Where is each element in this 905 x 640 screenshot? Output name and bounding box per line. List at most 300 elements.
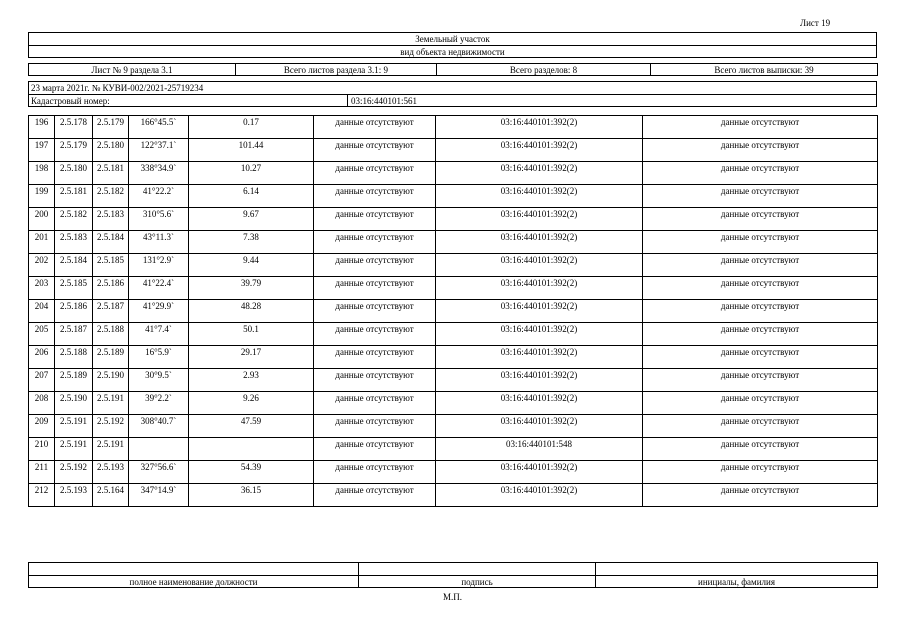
point-to: 2.5.179 [97, 117, 124, 127]
point-from-cell [55, 300, 93, 323]
owner-cell-cell [643, 461, 878, 484]
total-section-sheets: Всего листов раздела 3.1: 9 [236, 64, 437, 76]
cadastral-cell-cell [436, 369, 643, 392]
point-to: 2.5.185 [97, 255, 124, 265]
owner-cell: данные отсутствуют [720, 370, 800, 380]
direction-angle [129, 438, 188, 440]
owner-cell-cell [643, 208, 878, 231]
info-cell: данные отсутствуют [335, 301, 414, 311]
signature-block [28, 562, 878, 588]
owner-cell: данные отсутствуют [720, 232, 800, 242]
info-cell-cell [314, 323, 436, 346]
doc-ref: 23 марта 2021г. № КУВИ-002/2021-25719234 [29, 82, 876, 95]
owner-cell-cell [643, 139, 878, 162]
distance: 54.39 [240, 462, 262, 472]
cadastral-cell-cell [436, 116, 643, 139]
info-cell-cell [314, 254, 436, 277]
info-cell-cell [314, 231, 436, 254]
info-cell-cell [314, 208, 436, 231]
point-to-cell [93, 254, 129, 277]
owner-cell: данные отсутствуют [720, 485, 800, 495]
position-label: полное наименование должности [29, 576, 359, 588]
signature-field [359, 563, 596, 576]
info-cell: данные отсутствуют [335, 140, 414, 150]
point-to-cell [93, 116, 129, 139]
distance: 47.59 [240, 416, 262, 426]
direction-angle: 41°7.4` [145, 324, 172, 334]
table-row [29, 231, 878, 254]
direction-angle-cell [129, 139, 189, 162]
owner-cell-cell [643, 438, 878, 461]
point-from: 2.5.178 [60, 117, 87, 127]
point-to-cell [93, 162, 129, 185]
point-from: 2.5.179 [60, 140, 87, 150]
row-number-cell [29, 139, 55, 162]
point-from: 2.5.193 [60, 485, 87, 495]
table-row [29, 369, 878, 392]
point-to: 2.5.188 [97, 324, 124, 334]
object-title: Земельный участок [29, 33, 876, 46]
info-cell: данные отсутствуют [335, 393, 414, 403]
info-cell: данные отсутствуют [335, 209, 414, 219]
distance-cell [189, 300, 314, 323]
table-row [29, 438, 878, 461]
point-from: 2.5.189 [60, 370, 87, 380]
row-number: 199 [34, 186, 49, 196]
point-to: 2.5.193 [97, 462, 124, 472]
owner-cell: данные отсутствуют [720, 163, 800, 173]
info-cell-cell [314, 300, 436, 323]
cadastral-cell-cell [436, 346, 643, 369]
owner-cell: данные отсутствуют [720, 186, 800, 196]
owner-cell: данные отсутствуют [720, 393, 800, 403]
direction-angle-cell [129, 369, 189, 392]
table-row [29, 254, 878, 277]
direction-angle: 338°34.9` [140, 163, 177, 173]
total-sections: Всего разделов: 8 [437, 64, 651, 76]
row-number-cell [29, 438, 55, 461]
point-to-cell [93, 415, 129, 438]
info-cell-cell [314, 461, 436, 484]
owner-cell-cell [643, 369, 878, 392]
owner-cell: данные отсутствуют [720, 324, 800, 334]
point-to: 2.5.191 [97, 439, 124, 449]
distance-cell [189, 208, 314, 231]
direction-angle-cell [129, 162, 189, 185]
point-to-cell [93, 277, 129, 300]
point-to: 2.5.192 [97, 416, 124, 426]
info-cell: данные отсутствуют [335, 186, 414, 196]
distance: 10.27 [240, 163, 262, 173]
table-row [29, 323, 878, 346]
cadastral-cell-cell [436, 392, 643, 415]
cadastral-cell: 03:16:440101:548 [505, 439, 572, 449]
stamp-label: М.П. [442, 592, 462, 602]
name-label: инициалы, фамилия [596, 576, 878, 588]
direction-angle-cell [129, 185, 189, 208]
row-number-cell [29, 346, 55, 369]
point-from: 2.5.181 [60, 186, 87, 196]
point-to: 2.5.164 [97, 485, 124, 495]
table-row [29, 208, 878, 231]
row-number-cell [29, 392, 55, 415]
cadastral-cell-cell [436, 484, 643, 507]
point-from-cell [55, 162, 93, 185]
info-cell: данные отсутствуют [335, 416, 414, 426]
cadastral-cell: 03:16:440101:392(2) [500, 416, 578, 426]
direction-angle: 308°40.7` [140, 416, 177, 426]
direction-angle: 327°56.6` [140, 462, 177, 472]
direction-angle: 166°45.5` [140, 117, 177, 127]
cadastral-cell-cell [436, 461, 643, 484]
table-row [29, 484, 878, 507]
table-row [29, 139, 878, 162]
point-from-cell [55, 208, 93, 231]
point-from-cell [55, 461, 93, 484]
distance: 29.17 [240, 347, 262, 357]
direction-angle: 43°11.3` [142, 232, 174, 242]
direction-angle: 41°29.9` [142, 301, 175, 311]
point-from: 2.5.184 [60, 255, 87, 265]
point-to-cell [93, 139, 129, 162]
row-number: 205 [34, 324, 49, 334]
cadastral-cell-cell [436, 415, 643, 438]
row-number: 210 [34, 439, 49, 449]
info-cell-cell [314, 277, 436, 300]
distance-cell [189, 484, 314, 507]
distance: 6.14 [243, 186, 259, 196]
cadastral-cell-cell [436, 323, 643, 346]
point-to: 2.5.187 [97, 301, 124, 311]
point-from-cell [55, 323, 93, 346]
point-from: 2.5.191 [60, 416, 87, 426]
point-from-cell [55, 277, 93, 300]
cadastral-cell-cell [436, 139, 643, 162]
owner-cell: данные отсутствуют [720, 439, 800, 449]
cadastral-cell: 03:16:440101:392(2) [500, 462, 578, 472]
cadastral-cell: 03:16:440101:392(2) [500, 186, 578, 196]
cadastral-label: Кадастровый номер: [31, 96, 110, 106]
info-cell-cell [314, 392, 436, 415]
cadastral-number: 03:16:440101:561 [347, 95, 417, 107]
info-bar [28, 63, 878, 76]
point-from-cell [55, 116, 93, 139]
table-row [29, 277, 878, 300]
owner-cell: данные отсутствуют [720, 209, 800, 219]
info-cell: данные отсутствуют [335, 485, 414, 495]
distance-cell [189, 415, 314, 438]
direction-angle-cell [129, 461, 189, 484]
info-cell: данные отсутствуют [335, 117, 414, 127]
cadastral-cell: 03:16:440101:392(2) [500, 324, 578, 334]
owner-cell-cell [643, 231, 878, 254]
table-row [29, 300, 878, 323]
cadastral-cell-cell [436, 300, 643, 323]
point-from-cell [55, 369, 93, 392]
direction-angle-cell [129, 116, 189, 139]
owner-cell: данные отсутствуют [720, 416, 800, 426]
distance-cell [189, 185, 314, 208]
point-to-cell [93, 461, 129, 484]
distance: 2.93 [243, 370, 259, 380]
point-to-cell [93, 369, 129, 392]
cadastral-cell-cell [436, 277, 643, 300]
table-row [29, 392, 878, 415]
cadastral-cell-cell [436, 208, 643, 231]
point-from: 2.5.191 [60, 439, 87, 449]
direction-angle-cell [129, 277, 189, 300]
point-from: 2.5.192 [60, 462, 87, 472]
owner-cell-cell [643, 162, 878, 185]
point-to-cell [93, 346, 129, 369]
row-number-cell [29, 323, 55, 346]
direction-angle: 131°2.9` [142, 255, 175, 265]
info-cell-cell [314, 415, 436, 438]
point-from: 2.5.183 [60, 232, 87, 242]
point-to-cell [93, 185, 129, 208]
row-number: 207 [34, 370, 49, 380]
point-from-cell [55, 346, 93, 369]
distance: 7.38 [243, 232, 259, 242]
table-row [29, 162, 878, 185]
distance-cell [189, 231, 314, 254]
point-to: 2.5.182 [97, 186, 124, 196]
table-row [29, 116, 878, 139]
owner-cell: данные отсутствуют [720, 255, 800, 265]
point-from: 2.5.180 [60, 163, 87, 173]
table-row [29, 346, 878, 369]
point-from: 2.5.186 [60, 301, 87, 311]
direction-angle-cell [129, 484, 189, 507]
row-number: 212 [34, 485, 49, 495]
direction-angle: 41°22.2` [142, 186, 175, 196]
distance-cell [189, 254, 314, 277]
row-number-cell [29, 231, 55, 254]
distance: 48.28 [240, 301, 262, 311]
point-from: 2.5.190 [60, 393, 87, 403]
info-cell: данные отсутствуют [335, 462, 414, 472]
info-cell-cell [314, 438, 436, 461]
owner-cell-cell [643, 277, 878, 300]
row-number-cell [29, 415, 55, 438]
row-number: 200 [34, 209, 49, 219]
info-cell-cell [314, 185, 436, 208]
row-number-cell [29, 185, 55, 208]
row-number: 209 [34, 416, 49, 426]
distance-cell [189, 162, 314, 185]
cadastral-cell-cell [436, 438, 643, 461]
distance-cell [189, 392, 314, 415]
point-to: 2.5.186 [97, 278, 124, 288]
object-subtitle: вид объекта недвижимости [400, 47, 505, 57]
direction-angle-cell [129, 231, 189, 254]
distance: 101.44 [238, 140, 264, 150]
direction-angle-cell [129, 300, 189, 323]
row-number: 208 [34, 393, 49, 403]
point-from: 2.5.187 [60, 324, 87, 334]
cadastral-cell: 03:16:440101:392(2) [500, 209, 578, 219]
cadastral-cell: 03:16:440101:392(2) [500, 117, 578, 127]
boundary-table [28, 115, 878, 507]
row-number-cell [29, 461, 55, 484]
point-from-cell [55, 392, 93, 415]
cadastral-cell-cell [436, 185, 643, 208]
point-to-cell [93, 392, 129, 415]
point-from: 2.5.185 [60, 278, 87, 288]
distance: 39.79 [240, 278, 262, 288]
point-to-cell [93, 484, 129, 507]
direction-angle-cell [129, 346, 189, 369]
row-number: 201 [34, 232, 49, 242]
table-row [29, 461, 878, 484]
direction-angle-cell [129, 323, 189, 346]
title-block [28, 32, 877, 58]
cadastral-cell: 03:16:440101:392(2) [500, 163, 578, 173]
row-number-cell [29, 254, 55, 277]
owner-cell-cell [643, 392, 878, 415]
owner-cell-cell [643, 323, 878, 346]
point-to-cell [93, 231, 129, 254]
point-from: 2.5.182 [60, 209, 87, 219]
owner-cell: данные отсутствуют [720, 462, 800, 472]
info-cell-cell [314, 346, 436, 369]
info-cell-cell [314, 116, 436, 139]
info-cell-cell [314, 369, 436, 392]
row-number: 206 [34, 347, 49, 357]
info-cell: данные отсутствуют [335, 347, 414, 357]
direction-angle-cell [129, 254, 189, 277]
owner-cell-cell [643, 254, 878, 277]
distance-cell [189, 461, 314, 484]
row-number: 198 [34, 163, 49, 173]
row-number: 203 [34, 278, 49, 288]
cadastral-cell: 03:16:440101:392(2) [500, 370, 578, 380]
owner-cell-cell [643, 484, 878, 507]
distance-cell [189, 323, 314, 346]
info-cell-cell [314, 139, 436, 162]
info-cell: данные отсутствуют [335, 324, 414, 334]
signature-label: подпись [359, 576, 596, 588]
point-to-cell [93, 323, 129, 346]
distance-cell [189, 139, 314, 162]
row-number-cell [29, 484, 55, 507]
point-from-cell [55, 484, 93, 507]
distance: 36.15 [240, 485, 262, 495]
total-extract-sheets: Всего листов выписки: 39 [651, 64, 878, 76]
info-cell: данные отсутствуют [335, 370, 414, 380]
cadastral-cell: 03:16:440101:392(2) [500, 485, 578, 495]
row-number-cell [29, 369, 55, 392]
direction-angle-cell [129, 415, 189, 438]
row-number-cell [29, 277, 55, 300]
cadastral-cell-cell [436, 254, 643, 277]
direction-angle: 347°14.9` [140, 485, 177, 495]
point-from-cell [55, 185, 93, 208]
distance-cell [189, 116, 314, 139]
doc-ref-block [28, 81, 877, 107]
cadastral-cell: 03:16:440101:392(2) [500, 301, 578, 311]
row-number: 202 [34, 255, 49, 265]
owner-cell-cell [643, 300, 878, 323]
row-number-cell [29, 208, 55, 231]
direction-angle-cell [129, 208, 189, 231]
point-from: 2.5.188 [60, 347, 87, 357]
info-cell: данные отсутствуют [335, 439, 414, 449]
point-to-cell [93, 208, 129, 231]
cadastral-cell: 03:16:440101:392(2) [500, 140, 578, 150]
row-number-cell [29, 300, 55, 323]
owner-cell-cell [643, 415, 878, 438]
row-number: 197 [34, 140, 49, 150]
info-cell: данные отсутствуют [335, 163, 414, 173]
cadastral-cell: 03:16:440101:392(2) [500, 255, 578, 265]
distance: 9.67 [243, 209, 259, 219]
sheet-section: Лист № 9 раздела 3.1 [29, 64, 236, 76]
point-to: 2.5.180 [97, 140, 124, 150]
distance: 9.26 [243, 393, 259, 403]
point-to: 2.5.181 [97, 163, 124, 173]
distance-cell [189, 438, 314, 461]
direction-angle: 39°2.2` [145, 393, 172, 403]
owner-cell: данные отсутствуют [720, 140, 800, 150]
direction-angle: 30°9.5` [145, 370, 172, 380]
distance-cell [189, 346, 314, 369]
point-to-cell [93, 438, 129, 461]
distance-cell [189, 277, 314, 300]
direction-angle: 310°5.6` [142, 209, 175, 219]
owner-cell: данные отсутствуют [720, 278, 800, 288]
owner-cell-cell [643, 346, 878, 369]
direction-angle-cell [129, 392, 189, 415]
name-field [596, 563, 878, 576]
cadastral-cell-cell [436, 162, 643, 185]
direction-angle: 122°37.1` [140, 140, 177, 150]
owner-cell: данные отсутствуют [720, 301, 800, 311]
cadastral-cell: 03:16:440101:392(2) [500, 347, 578, 357]
cadastral-cell-cell [436, 231, 643, 254]
position-field [29, 563, 359, 576]
owner-cell: данные отсутствуют [720, 347, 800, 357]
point-from-cell [55, 415, 93, 438]
info-cell-cell [314, 484, 436, 507]
distance: 9.44 [243, 255, 259, 265]
distance: 0.17 [243, 117, 259, 127]
point-to: 2.5.190 [97, 370, 124, 380]
row-number: 196 [34, 117, 49, 127]
point-to-cell [93, 300, 129, 323]
distance: 50.1 [243, 324, 259, 334]
point-to: 2.5.189 [97, 347, 124, 357]
owner-cell-cell [643, 116, 878, 139]
row-number: 211 [34, 462, 49, 472]
distance [189, 438, 313, 440]
row-number-cell [29, 116, 55, 139]
point-to: 2.5.191 [97, 393, 124, 403]
point-from-cell [55, 231, 93, 254]
direction-angle: 41°22.4` [142, 278, 175, 288]
info-cell: данные отсутствуют [335, 232, 414, 242]
table-row [29, 185, 878, 208]
point-from-cell [55, 254, 93, 277]
point-from-cell [55, 438, 93, 461]
point-to: 2.5.184 [97, 232, 124, 242]
cadastral-cell: 03:16:440101:392(2) [500, 278, 578, 288]
sheet-label: Лист 19 [800, 18, 831, 28]
info-cell: данные отсутствуют [335, 255, 414, 265]
table-row [29, 415, 878, 438]
point-to: 2.5.183 [97, 209, 124, 219]
owner-cell: данные отсутствуют [720, 117, 800, 127]
